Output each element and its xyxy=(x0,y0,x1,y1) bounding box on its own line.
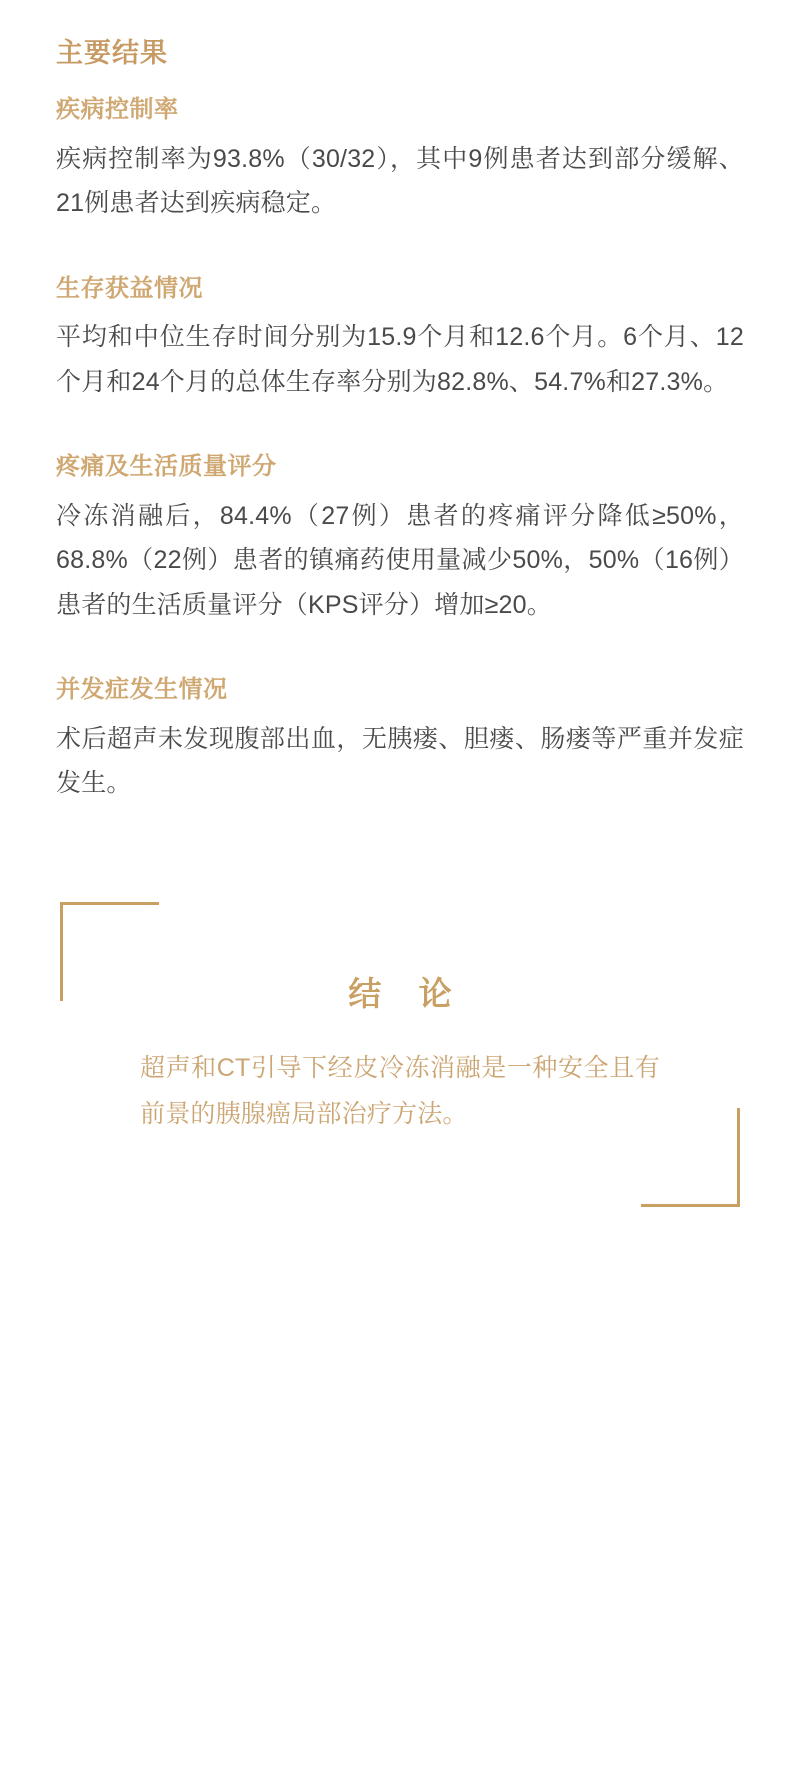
block-heading: 并发症发生情况 xyxy=(56,676,228,704)
conclusion-title: 结 论 xyxy=(348,974,466,1012)
conclusion-card xyxy=(56,902,744,1208)
result-block-complications xyxy=(56,673,744,806)
block-body: 平均和中位生存时间分别为15.9个月和12.6个月。6个月、12个月和24个月的总体生存率分别为82.8%、54.7%和27.3%。 xyxy=(56,323,744,396)
result-block-disease-control xyxy=(56,93,744,226)
block-heading: 疼痛及生活质量评分 xyxy=(56,453,277,481)
result-block-pain-quality-of-life xyxy=(56,450,744,627)
block-body: 疾病控制率为93.8%（30/32），其中9例患者达到部分缓解、21例患者达到疾病稳定。 xyxy=(56,144,744,218)
result-block-survival-benefit xyxy=(56,272,744,405)
block-body: 冷冻消融后，84.4%（27例）患者的疼痛评分降低≥50%，68.8%（22例）患者的镇痛药使用量减少50%，50%（16例）患者的生活质量评分（KPS评分）增加≥20。 xyxy=(56,501,744,619)
block-heading: 疾病控制率 xyxy=(56,96,179,124)
conclusion-text: 超声和CT引导下经皮冷冻消融是一种安全且有前景的胰腺癌局部治疗方法。 xyxy=(140,1053,660,1129)
page-title: 主要结果 xyxy=(56,38,168,68)
block-heading: 生存获益情况 xyxy=(56,274,203,302)
block-body: 术后超声未发现腹部出血，无胰瘘、胆瘘、肠瘘等严重并发症发生。 xyxy=(56,724,744,798)
